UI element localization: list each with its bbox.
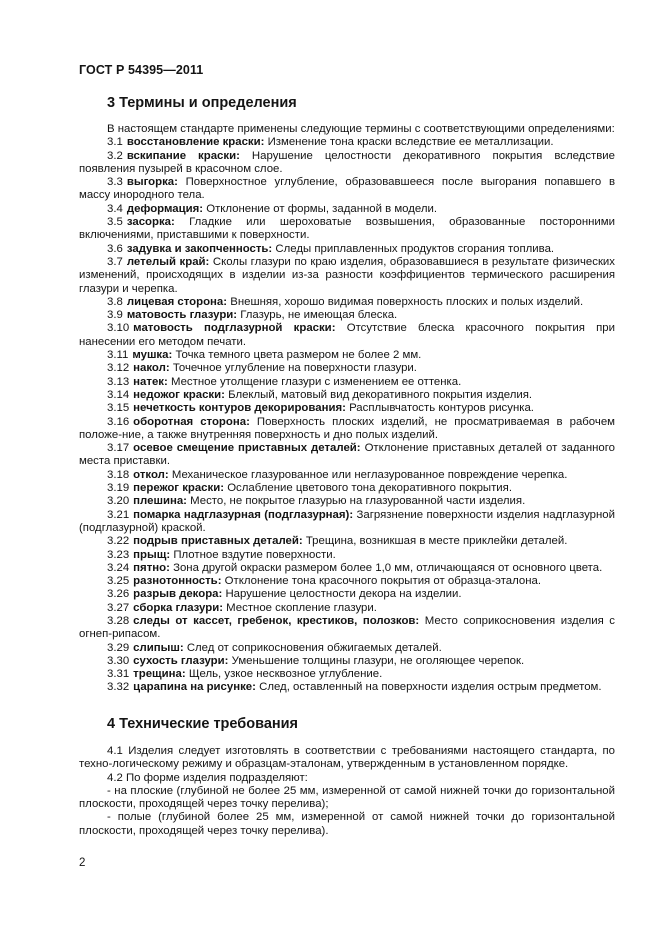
section-3-intro: В настоящем стандарте применены следующие термины с соответствующими определениями: <box>107 123 615 135</box>
term-definition <box>79 655 615 668</box>
term-definition <box>79 588 615 601</box>
term-number: 3.22 <box>107 535 130 548</box>
term-text: Отклонение тона красочного покрытия от образца-эталона. <box>224 575 542 588</box>
term-name: выгорка: <box>126 176 178 189</box>
term-definition <box>79 150 615 177</box>
section-4-p2: 4.2 По форме изделия подразделяют: <box>107 771 308 784</box>
term-number: 3.11 <box>107 349 129 362</box>
term-definition <box>79 495 615 508</box>
term-number: 3.2 <box>107 149 123 162</box>
term-definition <box>79 216 615 243</box>
term-text: Точечное углубление на поверхности глазури. <box>172 362 417 375</box>
term-text: Местное скопление глазури. <box>226 601 377 614</box>
term-definition <box>79 681 615 694</box>
term-number: 3.3 <box>107 176 123 189</box>
term-text: Внешняя, хорошо видимая поверхность плоских и полых изделий. <box>230 295 584 308</box>
term-definition <box>79 203 615 216</box>
term-number: 3.18 <box>107 468 130 481</box>
term-definition <box>79 602 615 615</box>
term-text: Местное утолщение глазури с изменением ее оттенка. <box>170 375 462 388</box>
term-definition <box>79 668 615 681</box>
term-text: Плотное вздутие поверхности. <box>173 548 336 561</box>
term-name: вскипание краски: <box>126 149 240 162</box>
term-text: Место соприкосновения изделия с огнеп-рипасом. <box>79 614 616 641</box>
term-name: матовость глазури: <box>126 309 238 322</box>
term-text: Следы приплавленных продуктов сгорания топлива. <box>275 242 555 255</box>
section-4-p1: 4.1 Изделия следует изготовлять в соответствии с требованиями настоящего стандарта, по техно-логическому режиму и образцам-эталонам, утвержденным в установленном порядке. <box>79 745 615 771</box>
term-text: Расплывчатость контуров рисунка. <box>349 402 534 415</box>
term-name: подрыв приставных деталей: <box>133 535 303 548</box>
term-definition <box>79 389 615 402</box>
term-name: пережог краски: <box>133 482 225 495</box>
term-definition <box>79 256 615 296</box>
term-name: мушка: <box>132 349 173 362</box>
term-text: Трещина, возникшая в месте приклейки деталей. <box>305 535 568 548</box>
term-text: Поверхность плоских изделий, не просматриваемая в рабочем положе-ние, а также внутренняя поверхность и дно полых изделий. <box>79 415 615 441</box>
term-name: лицевая сторона: <box>126 295 228 308</box>
term-definition <box>79 509 615 536</box>
term-text: Отклонение приставных деталей от заданного места приставки. <box>79 442 615 468</box>
document-id-header: ГОСТ Р 54395—2011 <box>79 63 204 77</box>
term-definition <box>79 243 615 256</box>
term-name: царапина на рисунке: <box>133 681 256 694</box>
term-number: 3.16 <box>107 415 130 428</box>
term-definition <box>79 642 615 655</box>
term-number: 3.27 <box>107 601 130 614</box>
term-text: Ослабление цветового тона декоративного покрытия. <box>227 482 513 495</box>
term-text: Щель, узкое несквозное углубление. <box>188 668 383 681</box>
term-text: Загрязнение поверхности изделия надглазурной (подглазурной) краской. <box>79 508 615 534</box>
term-text: Поверхностное углубление, образовавшееся после выгорания попавшего в массу инородного тела. <box>79 176 615 202</box>
term-number: 3.25 <box>107 575 130 588</box>
term-number: 3.14 <box>107 388 130 401</box>
term-definition <box>79 549 615 562</box>
term-number: 3.8 <box>107 295 123 308</box>
term-definition <box>79 575 615 588</box>
term-name: слипыш: <box>133 641 184 654</box>
term-name: матовость подглазурной краски: <box>133 322 336 335</box>
term-name: следы от кассет, гребенок, крестиков, полозков: <box>133 614 420 627</box>
term-number: 3.19 <box>107 482 130 495</box>
term-definition <box>79 136 615 149</box>
term-number: 3.24 <box>107 561 130 574</box>
term-number: 3.6 <box>107 242 123 255</box>
term-text: Уменьшение толщины глазури, не оголяющее черепок. <box>231 654 525 667</box>
term-text: Нарушение целостности декоративного покрытия вследствие появления пузырей в красочном слое. <box>79 149 615 175</box>
term-name: нечеткость контуров декорирования: <box>133 402 346 415</box>
term-name: деформация: <box>126 202 204 215</box>
term-text: Гладкие или шероховатые возвышения, образованные посторонними включениями, приставшими к поверхности. <box>79 216 615 242</box>
term-number: 3.30 <box>107 654 130 667</box>
term-name: летелый край: <box>126 255 210 268</box>
section-4-p4: - полые (глубиной более 25 мм, измеренной от самой нижней точки до горизонтальной плоскости, проходящей через точку перелива). <box>79 811 615 837</box>
term-number: 3.12 <box>107 362 130 375</box>
term-definition <box>79 296 615 309</box>
term-number: 3.1 <box>107 136 123 149</box>
term-number: 3.9 <box>107 309 123 322</box>
section-4-p3: - на плоские (глубиной не более 25 мм, измеренной от самой нижней точки до горизонтальной плоскости, проходящей через точку перелива); <box>79 784 615 811</box>
term-text: Блеклый, матовый вид декоративного покрытия изделия. <box>228 388 533 401</box>
term-name: недожог краски: <box>133 388 225 401</box>
term-definition <box>79 562 615 575</box>
term-number: 3.28 <box>107 614 130 627</box>
page-number: 2 <box>79 857 86 869</box>
term-name: восстановление краски: <box>126 136 265 149</box>
term-number: 3.31 <box>107 668 130 681</box>
term-text: Сколы глазури по краю изделия, образовавшиеся в результате физических изменений, происходящих в изделии из-за разности коэффициентов термического расширения глазури и черепка. <box>79 255 615 295</box>
term-name: прыщ: <box>133 548 171 561</box>
term-name: накол: <box>133 362 170 375</box>
term-definition <box>79 615 615 642</box>
term-name: разрыв декора: <box>133 588 223 601</box>
term-name: осевое смещение приставных деталей: <box>133 442 361 455</box>
term-definition <box>79 442 615 469</box>
term-number: 3.29 <box>107 641 130 654</box>
term-name: помарка надглазурная (подглазурная): <box>133 508 354 521</box>
section-3-title: 3 Термины и определения <box>107 95 297 111</box>
term-definition <box>79 469 615 482</box>
term-text: Место, не покрытое глазурью на глазурованной части изделия. <box>190 495 526 508</box>
term-definition <box>79 176 615 203</box>
term-name: откол: <box>133 468 169 481</box>
section-4-body <box>79 745 615 838</box>
section-3-body <box>79 123 615 695</box>
term-text: Отсутствие блеска красочного покрытия при нанесении его методом печати. <box>79 322 615 348</box>
term-definition <box>79 322 615 349</box>
term-name: трещина: <box>133 668 186 681</box>
term-text: След, оставленный на поверхности изделия острым предметом. <box>259 681 602 694</box>
term-text: Механическое глазурованное или неглазурованное повреждение черепка. <box>171 468 568 481</box>
term-number: 3.20 <box>107 495 130 508</box>
term-name: задувка и закопченность: <box>126 242 273 255</box>
term-definition <box>79 482 615 495</box>
term-number: 3.17 <box>107 442 130 455</box>
term-name: разнотонность: <box>133 575 222 588</box>
term-name: засорка: <box>126 216 175 229</box>
term-text: Зона другой окраски размером более 1,0 мм, отличающаяся от основного цвета. <box>173 561 603 574</box>
term-number: 3.15 <box>107 402 130 415</box>
term-name: сборка глазури: <box>133 601 223 614</box>
term-number: 3.32 <box>107 681 130 694</box>
term-definition <box>79 362 615 375</box>
term-name: пятно: <box>133 561 170 574</box>
term-definition <box>79 376 615 389</box>
term-number: 3.5 <box>107 216 123 229</box>
term-text: Изменение тона краски вследствие ее металлизации. <box>267 136 554 149</box>
term-name: плешина: <box>133 495 187 508</box>
term-name: натек: <box>133 375 168 388</box>
terms-list <box>79 136 615 694</box>
term-text: Точка темного цвета размером не более 2 мм. <box>175 349 422 362</box>
term-definition <box>79 349 615 362</box>
term-number: 3.4 <box>107 202 123 215</box>
term-definition <box>79 535 615 548</box>
term-number: 3.26 <box>107 588 130 601</box>
term-text: Отклонение от формы, заданной в модели. <box>206 202 438 215</box>
term-definition <box>79 402 615 415</box>
term-definition <box>79 416 615 443</box>
term-number: 3.13 <box>107 375 130 388</box>
term-text: След от соприкосновения обжигаемых деталей. <box>186 641 442 654</box>
term-text: Нарушение целостности декора на изделии. <box>225 588 462 601</box>
term-definition <box>79 309 615 322</box>
term-number: 3.21 <box>107 508 130 521</box>
term-text: Глазурь, не имеющая блеска. <box>240 309 398 322</box>
term-number: 3.7 <box>107 255 123 268</box>
section-4-title: 4 Технические требования <box>107 716 299 732</box>
term-name: сухость глазури: <box>133 654 229 667</box>
term-number: 3.10 <box>107 322 130 335</box>
term-name: оборотная сторона: <box>133 415 250 428</box>
term-number: 3.23 <box>107 548 130 561</box>
